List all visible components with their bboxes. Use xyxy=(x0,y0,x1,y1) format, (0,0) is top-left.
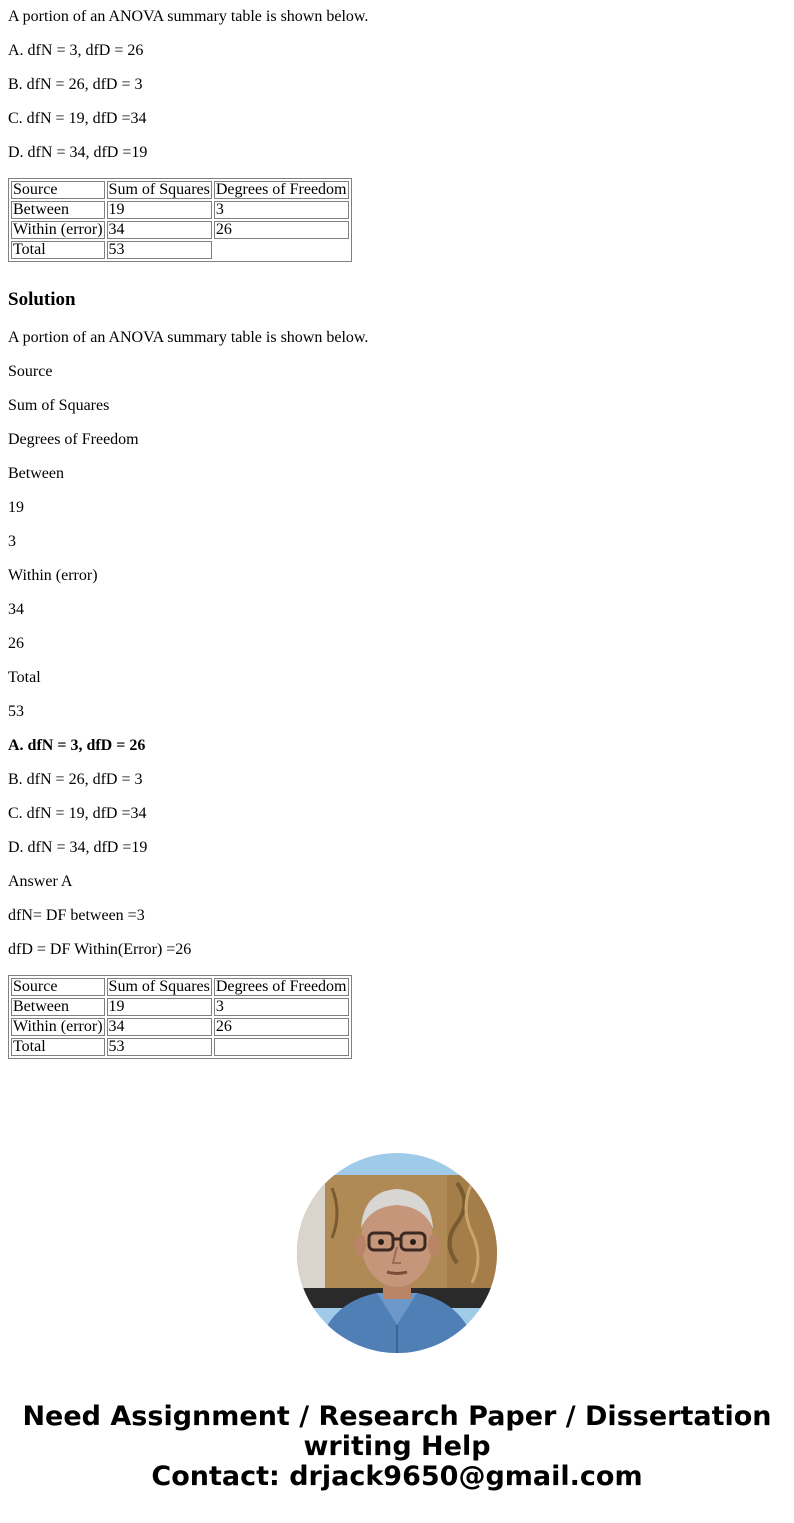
question-intro: A portion of an ANOVA summary table is shown below. xyxy=(8,8,369,25)
table-cell: 26 xyxy=(214,221,349,239)
question-option-c: C. dfN = 19, dfD =34 xyxy=(8,110,147,127)
table-cell: 3 xyxy=(214,998,349,1016)
table-cell: 26 xyxy=(214,1018,349,1036)
solution-line: 19 xyxy=(8,499,24,516)
table-cell: 53 xyxy=(107,1038,212,1056)
solution-line: Between xyxy=(8,465,64,482)
help-banner xyxy=(0,1402,794,1492)
solution-option-a-correct: A. dfN = 3, dfD = 26 xyxy=(8,737,146,754)
solution-line: 53 xyxy=(8,703,24,720)
table-cell: 3 xyxy=(214,201,349,219)
solution-intro: A portion of an ANOVA summary table is shown below. xyxy=(8,329,369,346)
solution-line: 34 xyxy=(8,601,24,618)
solution-line: Degrees of Freedom xyxy=(8,431,139,448)
solution-option-b: B. dfN = 26, dfD = 3 xyxy=(8,771,143,788)
solution-line: 3 xyxy=(8,533,16,550)
help-line-2: writing Help xyxy=(303,1431,491,1462)
table-header-cell: Degrees of Freedom xyxy=(215,978,347,995)
table-row xyxy=(11,201,349,219)
table-header-cell: Sum of Squares xyxy=(108,181,210,198)
table-header-row xyxy=(11,978,349,996)
table-header-row xyxy=(11,181,349,199)
solution-answer: Answer A xyxy=(8,873,73,890)
table-row xyxy=(11,221,349,239)
table-row xyxy=(11,1038,349,1056)
question-option-d: D. dfN = 34, dfD =19 xyxy=(8,144,148,161)
table-cell: Within (error) xyxy=(13,1018,103,1035)
table-row xyxy=(11,241,349,259)
table-cell: Between xyxy=(11,998,105,1016)
table-header-cell: Source xyxy=(11,181,105,199)
solution-line: Total xyxy=(8,669,41,686)
solution-line: Source xyxy=(8,363,53,380)
anova-table-solution xyxy=(8,975,352,1059)
table-cell: 53 xyxy=(107,241,212,259)
help-contact-line: Contact: drjack9650@gmail.com xyxy=(151,1461,643,1492)
solution-heading: Solution xyxy=(8,289,76,310)
solution-dfd: dfD = DF Within(Error) =26 xyxy=(8,941,192,958)
question-option-a: A. dfN = 3, dfD = 26 xyxy=(8,42,144,59)
table-cell: 34 xyxy=(107,1018,212,1036)
table-cell: Total xyxy=(11,241,105,259)
anova-table-question xyxy=(8,178,352,262)
table-cell-empty xyxy=(214,241,349,259)
solution-dfn: dfN= DF between =3 xyxy=(8,907,145,924)
table-cell xyxy=(214,1038,349,1056)
solution-option-c: C. dfN = 19, dfD =34 xyxy=(8,805,147,822)
solution-line: 26 xyxy=(8,635,24,652)
table-header-cell: Sum of Squares xyxy=(108,978,210,995)
table-cell: Within (error) xyxy=(13,221,103,238)
solution-option-d: D. dfN = 34, dfD =19 xyxy=(8,839,148,856)
table-header-cell: Source xyxy=(11,978,105,996)
table-header-cell: Degrees of Freedom xyxy=(215,181,347,198)
help-line-1: Need Assignment / Research Paper / Dissertation xyxy=(22,1401,772,1432)
solution-line: Sum of Squares xyxy=(8,397,110,414)
table-cell: Total xyxy=(11,1038,105,1056)
table-cell: Between xyxy=(11,201,105,219)
table-row xyxy=(11,1018,349,1036)
portrait-image xyxy=(297,1153,497,1353)
table-row xyxy=(11,998,349,1016)
avatar xyxy=(297,1153,497,1353)
solution-line: Within (error) xyxy=(8,567,98,584)
table-cell: 19 xyxy=(107,998,212,1016)
table-cell: 19 xyxy=(107,201,212,219)
table-cell: 34 xyxy=(107,221,212,239)
question-option-b: B. dfN = 26, dfD = 3 xyxy=(8,76,143,93)
